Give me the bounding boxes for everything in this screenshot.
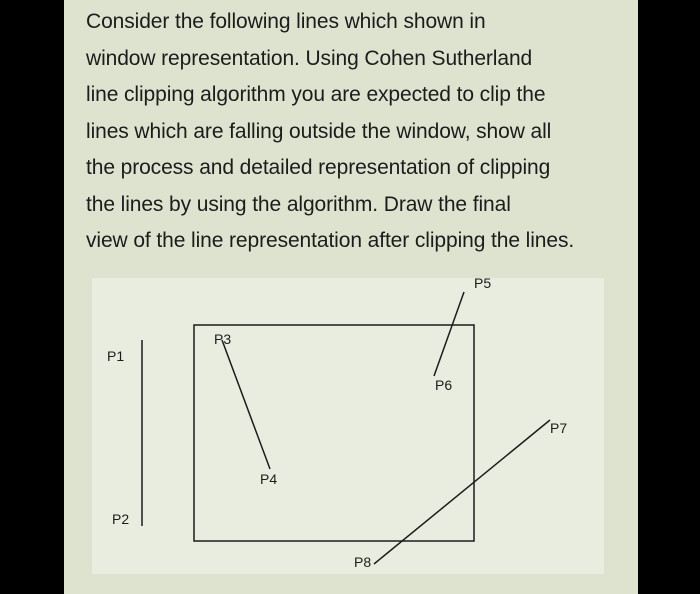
clipping-diagram-svg bbox=[92, 278, 604, 574]
label-p3: P3 bbox=[214, 331, 232, 347]
label-p2: P2 bbox=[112, 511, 130, 527]
question-card bbox=[64, 0, 638, 594]
question-line-3: line clipping algorithm you are expected to clip the bbox=[86, 83, 546, 106]
label-p1: P1 bbox=[107, 348, 125, 364]
line-p7-p8 bbox=[374, 420, 550, 564]
question-line-2: window representation. Using Cohen Sutherland bbox=[86, 46, 533, 70]
question-line-5: the process and detailed representation of clipping bbox=[86, 156, 551, 179]
line-p5-p6 bbox=[434, 292, 464, 376]
question-line-4: lines which are falling outside the window, show all bbox=[86, 119, 552, 143]
label-p5: P5 bbox=[474, 278, 492, 291]
question-line-6: the lines by using the algorithm. Draw the final bbox=[86, 192, 511, 216]
label-p6: P6 bbox=[435, 377, 453, 393]
question-line-7: view of the line representation after clipping the lines. bbox=[86, 229, 575, 252]
question-text bbox=[86, 4, 616, 260]
label-p7: P7 bbox=[550, 420, 568, 436]
label-p8: P8 bbox=[354, 554, 372, 570]
line-p3-p4 bbox=[222, 340, 270, 469]
label-p4: P4 bbox=[260, 471, 278, 487]
clipping-window-rect bbox=[194, 325, 474, 541]
question-line-1: Consider the following lines which shown in bbox=[86, 10, 486, 33]
clipping-diagram bbox=[92, 278, 604, 574]
